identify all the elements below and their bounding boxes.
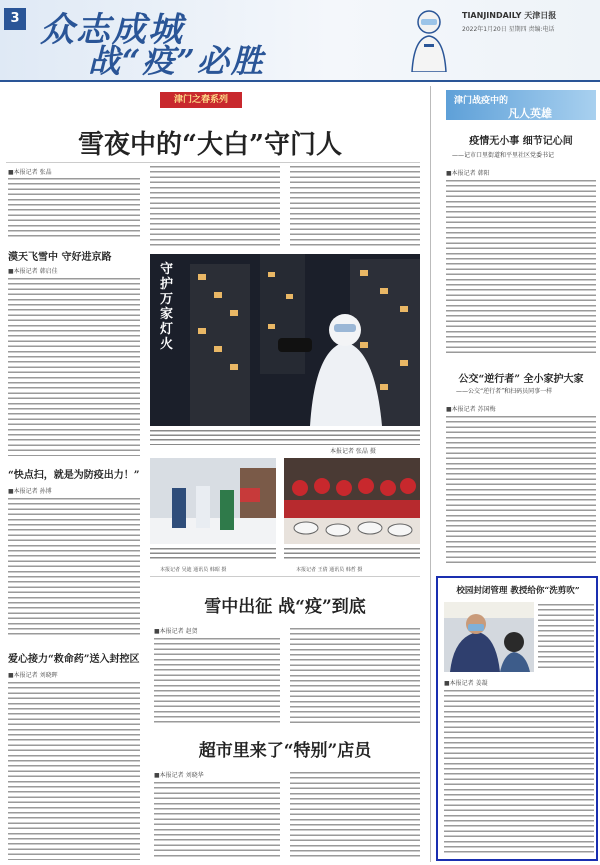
text-column	[8, 498, 140, 638]
masthead: TIANJINDAILY 天津日报	[462, 11, 557, 20]
haircut-photo	[444, 602, 534, 672]
text-column	[150, 166, 280, 248]
headline-2: 雪中出征 战“疫”到底	[204, 597, 366, 617]
text-column	[290, 166, 420, 248]
right-article2-subtitle: ——公交“逆行者”和扫码员同事一样	[456, 388, 553, 395]
text-column	[154, 782, 280, 860]
headline-3: 超市里来了“特别”店员	[198, 741, 372, 761]
photo-caption	[150, 430, 420, 446]
text-column	[446, 416, 596, 566]
haircut-scene-photo	[444, 602, 534, 672]
right-article2-byline: ■本报记者 苏国梅	[446, 406, 496, 413]
box-byline: ■本报记者 姜凝	[444, 680, 488, 687]
column-divider	[430, 86, 431, 862]
banner-title-line2: 战“疫”必胜	[88, 42, 265, 80]
subheading-1: 漠天飞雪中 守好进京路	[8, 252, 112, 263]
date-line: 2022年1月20日 星期四 责编:电话	[462, 26, 555, 33]
kitchen-photo	[284, 458, 420, 544]
divider	[6, 162, 420, 163]
text-column	[538, 604, 594, 670]
main-headline: 雪夜中的“大白”守门人	[78, 130, 342, 160]
byline: ■本报记者 张晶	[8, 169, 52, 176]
page-number: 3	[4, 8, 26, 30]
text-column	[446, 180, 596, 356]
right-banner-bottom: 凡人英雄	[508, 107, 552, 120]
photo-caption	[284, 548, 420, 562]
photo3-credit: 本报记者 王倩 通讯员 韩哲 摄	[296, 567, 363, 573]
text-column	[444, 690, 594, 856]
text-column	[290, 628, 420, 726]
right-article1-subtitle: ——记市口里街道和平里社区党委书记	[452, 152, 555, 159]
headline-2-byline: ■本报记者 赵贺	[154, 628, 198, 635]
subheading-2: “快点扫，就是为防疫出力！”	[8, 470, 140, 481]
text-column	[8, 178, 140, 240]
main-photo	[150, 254, 420, 426]
night-building-photo	[150, 254, 420, 426]
text-column	[290, 772, 420, 860]
subheading-3-byline: ■本报记者 刘晓晖	[8, 672, 58, 679]
text-column	[154, 638, 280, 726]
banner-title-line1: 众志成城	[40, 10, 184, 50]
volunteers-snow-photo	[150, 458, 276, 544]
photo2-credit: 本报记者 吴迪 通讯员 韩昭 摄	[160, 567, 227, 573]
photo-overlay-text: 守护万家灯火	[160, 262, 174, 352]
photo-credit: 本报记者 张晶 摄	[330, 448, 376, 455]
medic-figure-icon	[404, 6, 454, 72]
right-banner-top: 津门战疫中的	[454, 96, 509, 106]
right-article1-title: 疫情无小事 细节记心间	[469, 136, 573, 147]
box-title: 校园封闭管理 教授给你“洗剪吹”	[456, 586, 580, 596]
headline-3-byline: ■本报记者 刘晓华	[154, 772, 204, 779]
snow-photo	[150, 458, 276, 544]
cooks-photo	[284, 458, 420, 544]
divider	[150, 576, 420, 577]
section-kicker: 津门之春系列	[160, 92, 242, 108]
subheading-2-byline: ■本报记者 孙博	[8, 488, 52, 495]
right-article2-title: 公交“逆行者” 全小家护大家	[458, 374, 584, 385]
subheading-1-byline: ■本报记者 韩启佳	[8, 268, 58, 275]
subheading-3: 爱心接力“救命药”送入封控区	[8, 654, 140, 665]
text-column	[8, 682, 140, 860]
right-banner	[446, 90, 596, 120]
photo-caption	[150, 548, 276, 562]
right-article1-byline: ■本报记者 韩阳	[446, 170, 490, 177]
text-column	[8, 278, 140, 456]
